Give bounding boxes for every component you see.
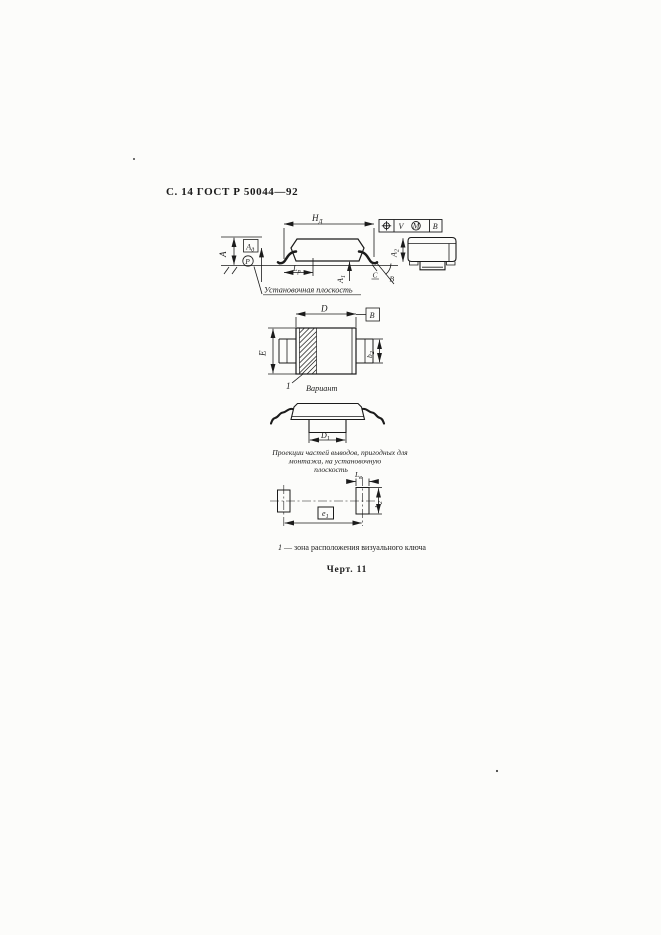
left-lead <box>278 252 296 264</box>
top-view-right-lead <box>356 339 373 363</box>
dim-label-b2-footprint: $b_2$ <box>373 501 384 508</box>
boxed-dim-label: $А_д$ <box>246 242 255 254</box>
dim-label-Lv: $L_в$ <box>355 470 362 481</box>
position-tolerance-icon <box>382 221 391 230</box>
figure-caption: Черт. 11 <box>326 565 368 575</box>
circled-datum-label: Р <box>245 256 250 266</box>
key-zone-ref-label: 1 <box>286 381 291 391</box>
dim-label-A1: $А_1$ <box>336 274 347 283</box>
package-body-side <box>291 239 364 261</box>
side-view-drawing <box>218 213 398 295</box>
dim-label-A: А <box>218 251 228 257</box>
end-view-drawing <box>390 238 457 270</box>
page-header: С. 14 ГОСТ Р 50044—92 <box>166 186 299 198</box>
seating-plane-label: Установочная плоскость <box>264 285 353 295</box>
projection-note <box>271 448 408 474</box>
tolerance-value-label: V <box>398 221 404 231</box>
dim-label-e1: $е_1$ <box>322 509 329 520</box>
dim-label-Lp: $L_р$ <box>293 264 301 275</box>
figure-footnote: 1 — зона расположения визуального ключа <box>278 543 426 552</box>
dim-label-b2-top: $b_2$ <box>365 351 376 358</box>
variant-pedestal <box>309 420 346 433</box>
dim-label-angle-B: В <box>389 274 395 284</box>
variant-view-drawing <box>271 404 384 444</box>
mmc-modifier-label: М <box>412 221 420 231</box>
variant-left-lead <box>271 409 293 424</box>
footprint-drawing <box>270 470 384 526</box>
dim-label-E: Е <box>257 350 268 356</box>
visual-key-hatch <box>300 328 317 374</box>
dim-label-A2: $А_2$ <box>389 248 401 257</box>
dim-label-C: С <box>372 270 378 280</box>
position-tolerance-frame <box>379 220 442 233</box>
scan-artifact-dot <box>133 158 135 160</box>
projection-note-line3: плоскость <box>314 465 348 474</box>
projection-note-line1: Проекции частей выводов, пригодных для <box>272 448 408 457</box>
dim-label-Hd: $Н_Д$ <box>312 213 323 225</box>
datum-flag-label: В <box>369 310 375 320</box>
projection-note-line2: монтажа, на установочную <box>288 456 382 466</box>
top-view-left-lead <box>279 339 296 363</box>
variant-right-lead <box>363 409 385 424</box>
top-view-drawing <box>258 304 384 394</box>
variant-body <box>291 404 365 420</box>
variant-label: Вариант <box>306 384 338 393</box>
scan-artifact-dot <box>496 770 498 772</box>
tolerance-datum-label: В <box>432 221 438 231</box>
dim-label-D: D <box>321 303 328 314</box>
dim-label-D1: $D_1$ <box>321 431 330 442</box>
end-view-lead-tab <box>420 262 445 270</box>
